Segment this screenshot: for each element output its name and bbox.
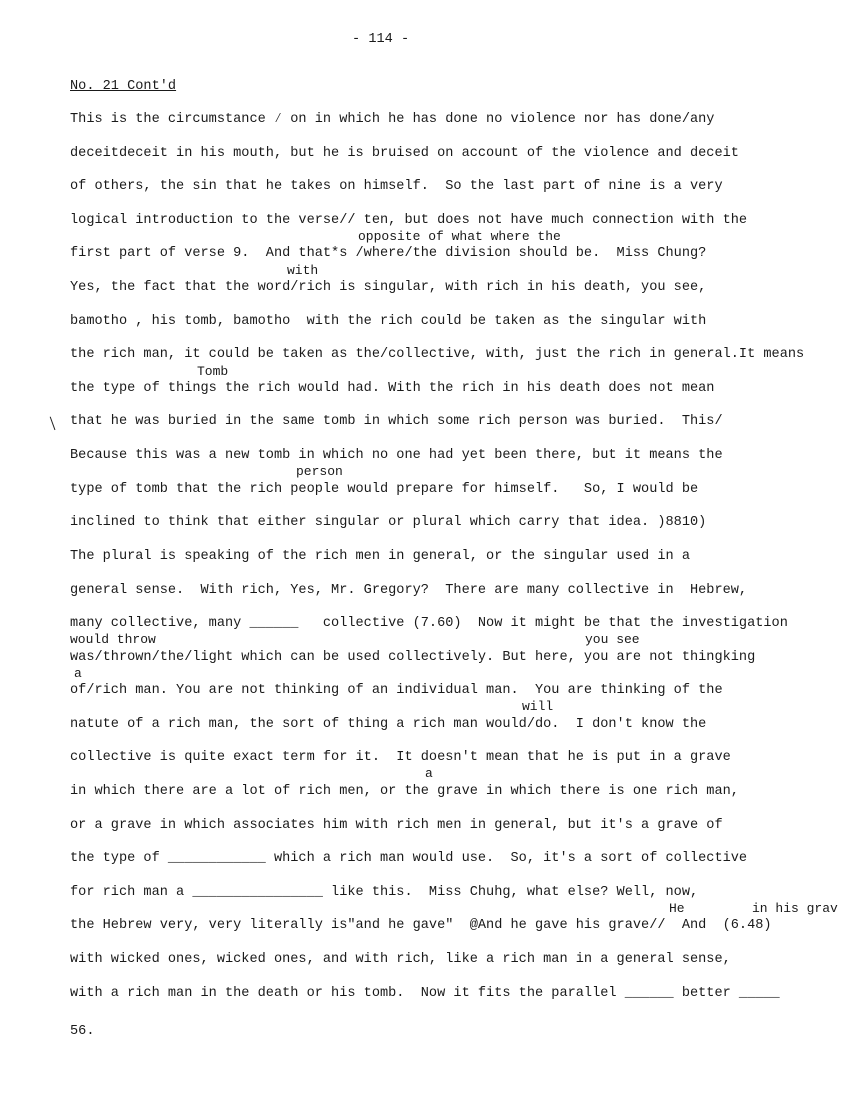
- text-line: the type of things the rich would had. With the rich in his death does not mean: [70, 381, 715, 396]
- text-line: the type of ____________ which a rich man would use. So, it's a sort of collective: [70, 851, 748, 866]
- text-line: or a grave in which associates him with rich men in general, but it's a grave of: [70, 818, 723, 833]
- text-line: natute of a rich man, the sort of thing a rich man would/do. I don't know the: [70, 717, 707, 732]
- text-line: the rich man, it could be taken as the/collective, with, just the rich in general.It means: [70, 347, 805, 362]
- text-line: the Hebrew very, very literally is"and he gave" @And he gave his grave// And (6.48): [70, 918, 772, 933]
- section-heading: No. 21 Cont'd: [70, 79, 177, 94]
- margin-mark: [50, 416, 58, 430]
- interlinear-insertion: with: [287, 263, 319, 278]
- text-line: type of tomb that the rich people would prepare for himself. So, I would be: [70, 482, 699, 497]
- interlinear-insertion: will: [522, 699, 554, 714]
- text-line: many collective, many ______ collective (7.60) Now it might be that the investigation: [70, 616, 788, 631]
- text-line: This is the circumstance ∕ on in which he has done no violence nor has done/any: [70, 112, 715, 127]
- interlinear-insertion: would throw: [70, 632, 156, 647]
- text-line: collective is quite exact term for it. It doesn't mean that he is put in a grave: [70, 750, 731, 765]
- text-line: inclined to think that either singular or plural which carry that idea. )8810): [70, 515, 707, 530]
- text-line: for rich man a ________________ like this. Miss Chuhg, what else? Well, now,: [70, 885, 699, 900]
- text-line: The plural is speaking of the rich men in general, or the singular used in a: [70, 549, 690, 564]
- text-line: general sense. With rich, Yes, Mr. Gregory? There are many collective in Hebrew,: [70, 583, 748, 598]
- text-line: of/rich man. You are not thinking of an individual man. You are thinking of the: [70, 683, 723, 698]
- text-line: deceitdeceit in his mouth, but he is bruised on account of the violence and deceit: [70, 146, 739, 161]
- interlinear-insertion: opposite of what where the: [358, 229, 561, 244]
- interlinear-insertion: a: [425, 766, 433, 781]
- interlinear-insertion: Tomb: [197, 364, 229, 379]
- text-line: was/thrown/the/light which can be used collectively. But here, you are not thingking: [70, 650, 756, 665]
- interlinear-insertion: in his grav: [752, 901, 838, 916]
- interlinear-insertion: a: [74, 666, 82, 681]
- text-line: with wicked ones, wicked ones, and with rich, like a rich man in a general sense,: [70, 952, 731, 967]
- text-line: that he was buried in the same tomb in which some rich person was buried. This/: [70, 414, 723, 429]
- text-line: in which there are a lot of rich men, or the grave in which there is one rich man,: [70, 784, 739, 799]
- text-line: Yes, the fact that the word/rich is singular, with rich in his death, you see,: [70, 280, 707, 295]
- interlinear-insertion: He: [669, 901, 685, 916]
- text-line: first part of verse 9. And that*s /where/the division should be. Miss Chung?: [70, 246, 707, 261]
- page-number: - 114 -: [352, 32, 410, 47]
- text-line: with a rich man in the death or his tomb. Now it fits the parallel ______ better _____: [70, 986, 780, 1001]
- footer-number: 56.: [70, 1024, 95, 1039]
- text-line: bamotho , his tomb, bamotho with the rich could be taken as the singular with: [70, 314, 707, 329]
- text-line: of others, the sin that he takes on himself. So the last part of nine is a very: [70, 179, 723, 194]
- interlinear-insertion: you see: [585, 632, 640, 647]
- interlinear-insertion: person: [296, 464, 343, 479]
- text-line: logical introduction to the verse// ten, but does not have much connection with the: [70, 213, 748, 228]
- text-line: Because this was a new tomb in which no one had yet been there, but it means the: [70, 448, 723, 463]
